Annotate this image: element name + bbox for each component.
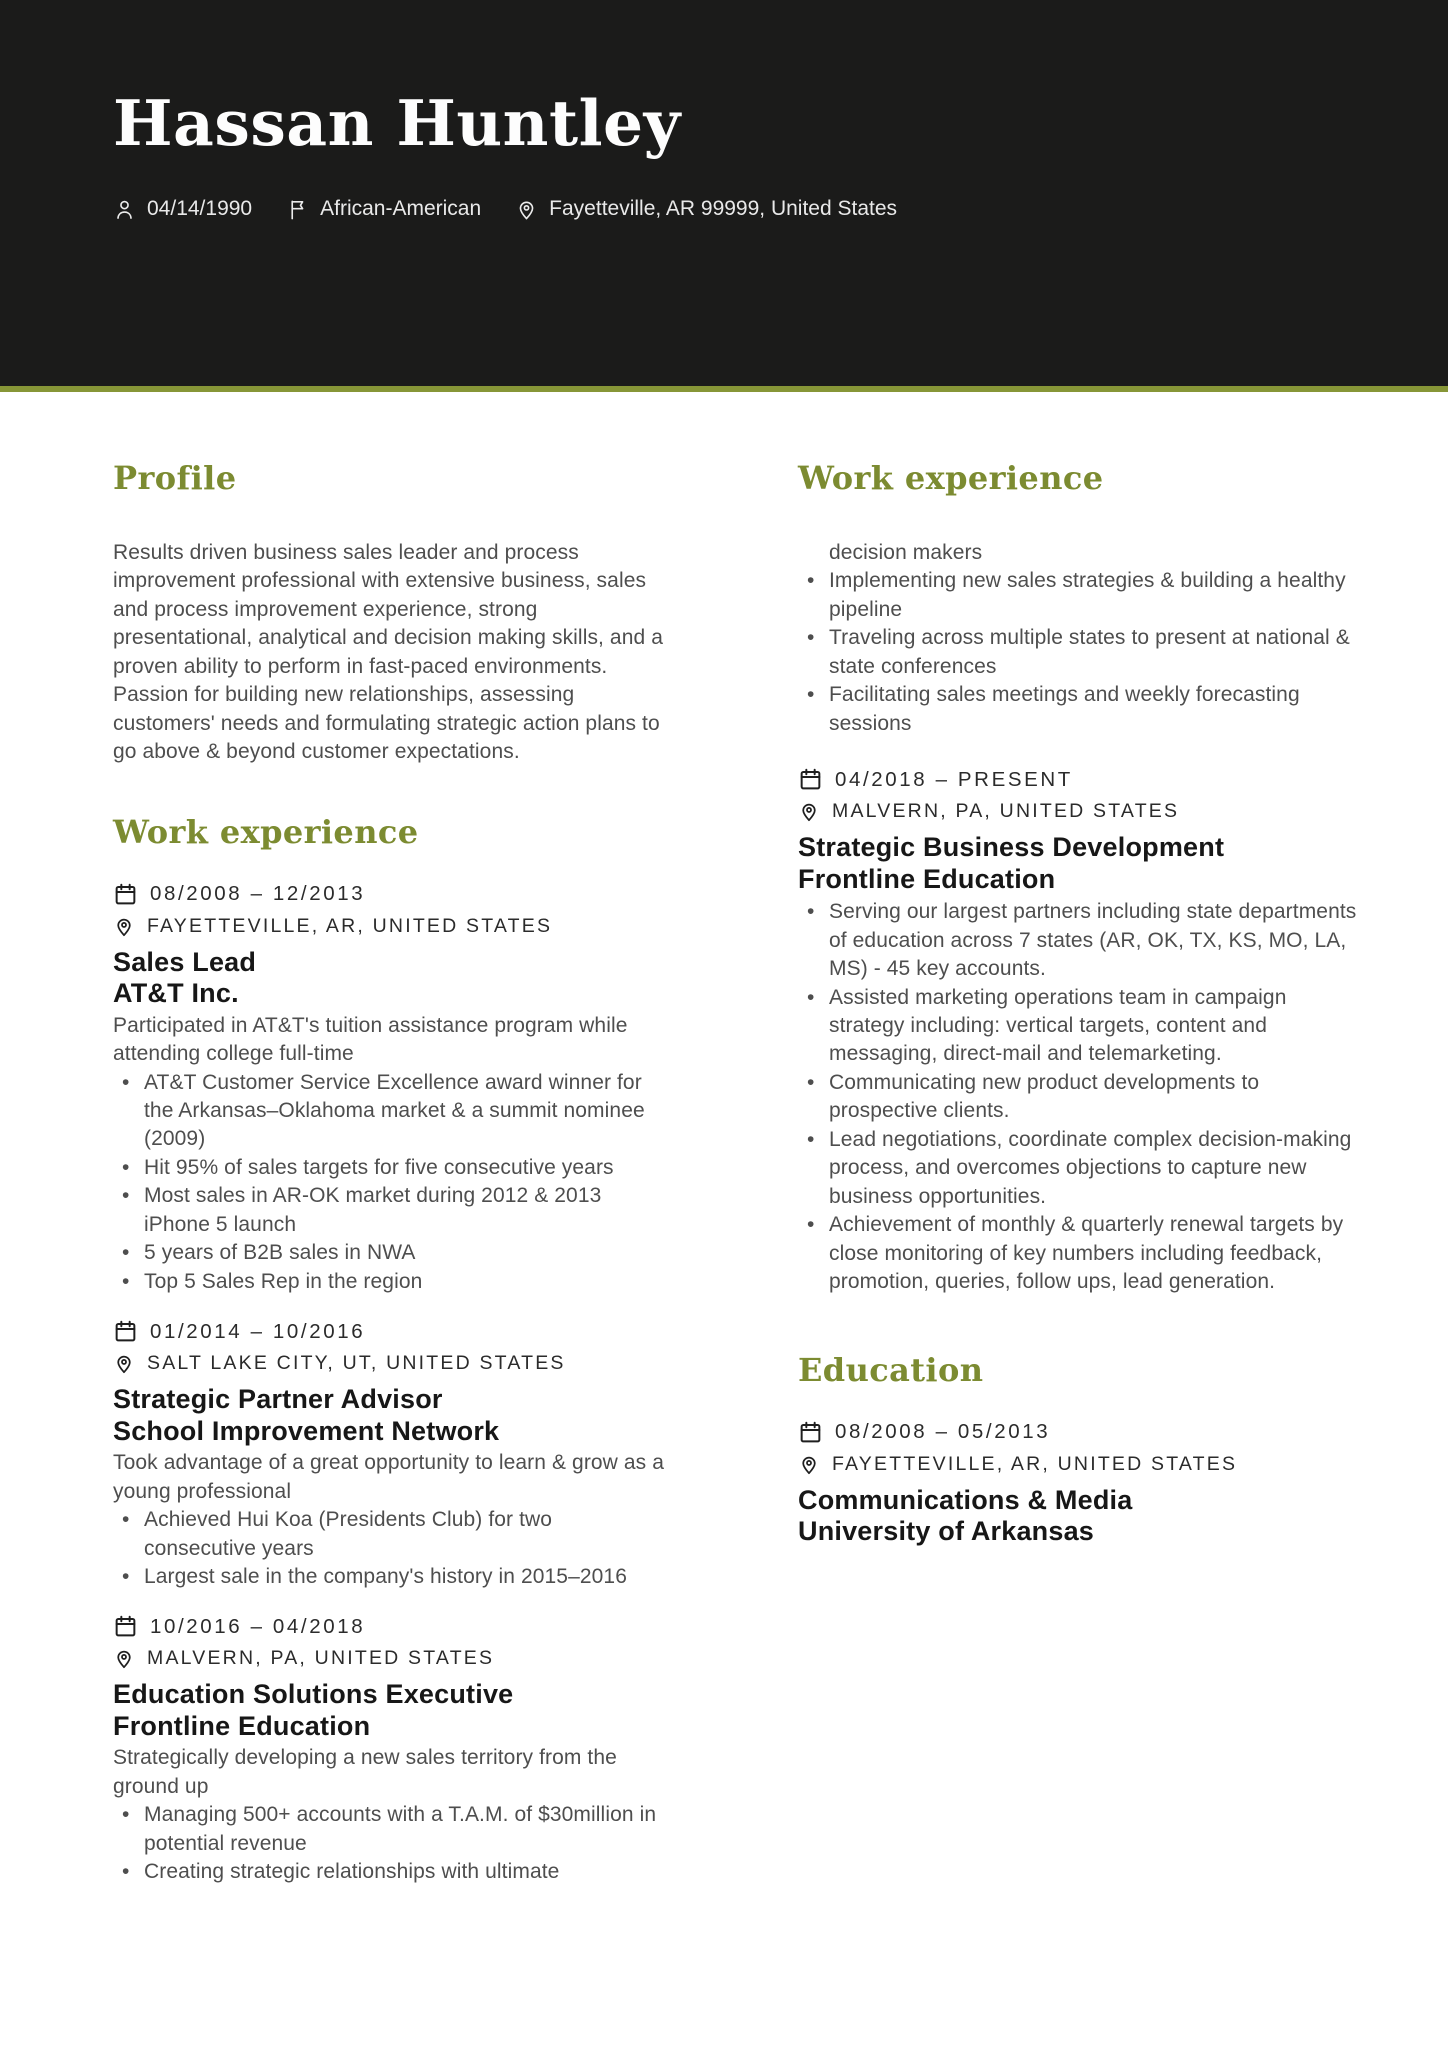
- education-entry: [798, 1420, 1360, 1547]
- entry-location-row: [113, 1646, 668, 1671]
- entry-date: 08/2008 – 12/2013: [150, 882, 366, 906]
- bullet-item: • Traveling across multiple states to present at national & state conferences: [798, 624, 1360, 681]
- work-entry-att: [113, 882, 668, 1297]
- right-column: [798, 459, 1360, 1887]
- work-heading-left: Work experience: [113, 812, 419, 851]
- bullet-item: • Achievement of monthly & quarterly renewal targets by close monitoring of key numbers including feedback, promotion, queries, follow ups, lead generation.: [798, 1211, 1360, 1296]
- calendar-icon: [113, 1319, 138, 1344]
- birthdate-text: 04/14/1990: [147, 197, 253, 220]
- resume-header: [0, 0, 1448, 392]
- entry-date: 08/2008 – 05/2013: [835, 1420, 1051, 1444]
- bullet-item: • Largest sale in the company's history in 2015–2016: [113, 1563, 668, 1591]
- job-bullet-list: [798, 898, 1360, 1296]
- job-title: Strategic Partner Advisor: [113, 1384, 443, 1415]
- work-section-right: [798, 459, 1360, 1297]
- entry-date-row: [113, 882, 668, 907]
- bullet-continuation: decision makers: [829, 541, 983, 564]
- flag-icon: [286, 198, 309, 221]
- company-name: Frontline Education: [798, 863, 1056, 894]
- location-icon: [515, 198, 538, 221]
- bullet-item: • Implementing new sales strategies & building a healthy pipeline: [798, 567, 1360, 624]
- nationality-text: African-American: [320, 197, 482, 220]
- address-item: [515, 197, 897, 221]
- address-text: Fayetteville, AR 99999, United States: [549, 197, 898, 220]
- education-heading: Education: [798, 1350, 984, 1389]
- entry-location-row: [798, 799, 1360, 824]
- location-icon: [798, 1452, 820, 1477]
- entry-location-row: [113, 1351, 668, 1376]
- entry-date-row: [113, 1614, 668, 1639]
- entry-date: 01/2014 – 10/2016: [150, 1319, 366, 1343]
- job-description: Took advantage of a great opportunity to learn & grow as a young professional: [113, 1451, 664, 1503]
- calendar-icon: [113, 882, 138, 907]
- bullet-item: • Facilitating sales meetings and weekly forecasting sessions: [798, 681, 1360, 738]
- work-entry-ese: [113, 1614, 668, 1886]
- calendar-icon: [798, 1420, 823, 1445]
- job-description: Strategically developing a new sales territory from the ground up: [113, 1746, 617, 1798]
- calendar-icon: [113, 1614, 138, 1639]
- bullet-item: • Assisted marketing operations team in campaign strategy including: vertical targets, content and messaging, direct-mail and telemarketing.: [798, 984, 1360, 1069]
- work-heading-right: Work experience: [798, 459, 1104, 497]
- bullet-item: • AT&T Customer Service Excellence award winner for the Arkansas–Oklahoma market & a summit nominee (2009): [113, 1069, 668, 1154]
- entry-location: FAYETTEVILLE, AR, UNITED STATES: [147, 914, 553, 937]
- location-icon: [113, 1351, 135, 1376]
- bullet-item: • Achieved Hui Koa (Presidents Club) for two consecutive years: [113, 1506, 668, 1563]
- bullet-item: • Lead negotiations, coordinate complex decision-making process, and overcomes objections to capture new business opportunities.: [798, 1126, 1360, 1211]
- location-icon: [113, 914, 135, 939]
- job-title: Strategic Business Development: [798, 832, 1225, 863]
- company-name: AT&T Inc.: [113, 978, 239, 1009]
- entry-location-row: [798, 1452, 1360, 1477]
- location-icon: [798, 799, 820, 824]
- bullet-item: • 5 years of B2B sales in NWA: [113, 1239, 668, 1267]
- work-entry-sin: [113, 1319, 668, 1591]
- work-section-left: [113, 812, 668, 1887]
- entry-location: MALVERN, PA, UNITED STATES: [832, 800, 1180, 823]
- profile-section: [113, 459, 668, 767]
- entry-location-row: [113, 914, 668, 939]
- location-icon: [113, 1646, 135, 1671]
- job-bullet-list: [113, 1069, 668, 1297]
- company-name: School Improvement Network: [113, 1415, 500, 1446]
- bullet-item: • Most sales in AR-OK market during 2012 & 2013 iPhone 5 launch: [113, 1182, 668, 1239]
- personal-info-row: [113, 197, 1360, 221]
- bullet-item: • Communicating new product developments to prospective clients.: [798, 1069, 1360, 1126]
- job-bullet-list: [113, 1801, 668, 1886]
- carryover-bullet-list: [798, 567, 1360, 738]
- bullet-item: • Serving our largest partners including state departments of education across 7 states (AR, OK, TX, KS, MO, LA, MS) - 45 key accounts.: [798, 898, 1360, 983]
- entry-location: MALVERN, PA, UNITED STATES: [147, 1647, 495, 1670]
- entry-location: FAYETTEVILLE, AR, UNITED STATES: [832, 1452, 1238, 1475]
- job-title: Education Solutions Executive: [113, 1679, 514, 1710]
- entry-date-row: [798, 767, 1360, 792]
- bullet-item: • Hit 95% of sales targets for five consecutive years: [113, 1154, 668, 1182]
- bullet-item: • Creating strategic relationships with ultimate: [113, 1858, 668, 1886]
- entry-date-row: [113, 1319, 668, 1344]
- degree-title: Communications & Media: [798, 1484, 1133, 1515]
- job-bullet-list: [113, 1506, 668, 1591]
- entry-location: SALT LAKE CITY, UT, UNITED STATES: [147, 1352, 566, 1375]
- entry-date: 04/2018 – PRESENT: [835, 767, 1073, 791]
- job-title: Sales Lead: [113, 946, 257, 977]
- candidate-name: Hassan Huntley: [113, 86, 681, 160]
- entry-date-row: [798, 1420, 1360, 1445]
- profile-heading: Profile: [113, 459, 237, 497]
- person-icon: [113, 198, 136, 221]
- left-column: [113, 459, 668, 1887]
- job-description: Participated in AT&T's tuition assistance program while attending college full-time: [113, 1013, 628, 1066]
- nationality-item: [286, 197, 481, 221]
- company-name: Frontline Education: [113, 1710, 371, 1741]
- entry-date: 10/2016 – 04/2018: [150, 1614, 366, 1638]
- birthdate-item: [113, 197, 252, 221]
- calendar-icon: [798, 767, 823, 792]
- work-entries-left: [113, 882, 668, 1887]
- resume-body: [0, 392, 1448, 1887]
- profile-text: Results driven business sales leader and process improvement professional with extensive business, sales and process improvement experience, strong presentational, analytical and decision making skills, and a proven ability to perform in fast-paced environments. Passion for building new relationships, assessing customers' needs and formulating strategic action plans to go above & beyond customer expectations.: [113, 541, 663, 764]
- work-entry-sbd: [798, 767, 1360, 1296]
- bullet-item: • Top 5 Sales Rep in the region: [113, 1268, 668, 1296]
- education-section: [798, 1350, 1360, 1547]
- bullet-item: • Managing 500+ accounts with a T.A.M. of $30million in potential revenue: [113, 1801, 668, 1858]
- school-name: University of Arkansas: [798, 1516, 1095, 1547]
